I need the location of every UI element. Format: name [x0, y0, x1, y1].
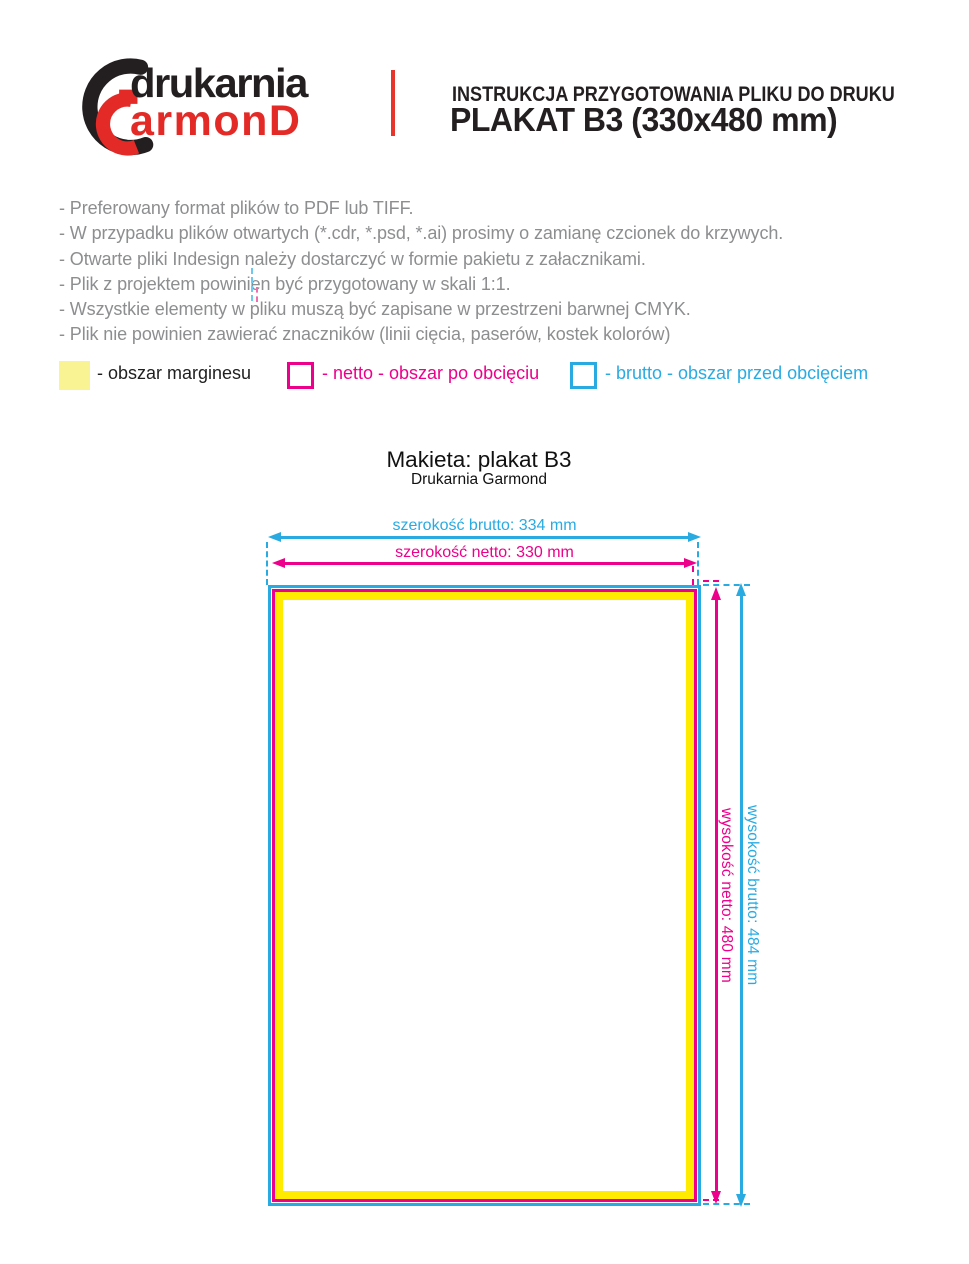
instruction-line: - Plik nie powinien zawierać znaczników (linii cięcia, paserów, kostek kolorów): [59, 324, 671, 345]
crop-mark-artifact-magenta: [256, 287, 258, 302]
guide-dashed-top-netto: [703, 580, 719, 582]
height-brutto-label: wysokość brutto: 484 mm: [744, 804, 761, 986]
legend-netto-swatch: [287, 362, 314, 389]
logo-text-garmond: armonD: [130, 97, 302, 145]
poster-netto-frame: [272, 589, 697, 1202]
poster-margin-frame: [275, 592, 694, 1199]
header-divider: [391, 70, 395, 136]
arrow-head-left-icon: [272, 558, 285, 568]
legend-brutto-label: - brutto - obszar przed obcięciem: [605, 363, 869, 383]
poster-brutto-frame: [268, 585, 701, 1206]
instructions-list: [59, 196, 939, 348]
document-title: PLAKAT B3 (330x480 mm): [450, 101, 838, 138]
instruction-line: - W przypadku plików otwartych (*.cdr, *.psd, *.ai) prosimy o zamianę czcionek do krzywych.: [59, 223, 784, 244]
instruction-line: - Plik z projektem powinien być przygotowany w skali 1:1.: [59, 273, 511, 294]
mockup-title: Makieta: plakat B3: [386, 447, 572, 472]
instruction-line: - Preferowany format plików to PDF lub TIFF.: [59, 198, 414, 218]
arrow-head-right-icon: [688, 532, 701, 542]
legend-margin-label: - obszar marginesu: [97, 363, 252, 383]
width-netto-label: szerokość netto: 330 mm: [395, 544, 574, 561]
crop-mark-artifact-cyan: [251, 268, 253, 301]
arrow-line: [283, 562, 686, 565]
poster-safe-area: [283, 600, 686, 1191]
width-brutto-label: szerokość brutto: 334 mm: [392, 517, 577, 534]
legend-netto-label: - netto - obszar po obcięciu: [322, 363, 540, 383]
guide-dashed-vertical-right-netto: [692, 566, 694, 585]
width-brutto-arrow: [268, 532, 701, 543]
mockup-subtitle: Drukarnia Garmond: [410, 471, 548, 488]
arrow-head-right-icon: [684, 558, 697, 568]
instruction-line: - Wszystkie elementy w pliku muszą być zapisane w przestrzeni barwnej CMYK.: [59, 299, 691, 320]
instruction-line: - Otwarte pliki Indesign należy dostarczyć w formie pakietu z załacznikami.: [59, 248, 646, 269]
document-subtitle: INSTRUKCJA PRZYGOTOWANIA PLIKU DO DRUKU: [452, 82, 895, 106]
guide-dashed-vertical-right-brutto: [697, 542, 699, 585]
legend-margin-swatch: [59, 361, 90, 390]
logo-text-drukarnia: drukarnia: [130, 60, 307, 106]
height-netto-label: wysokość netto: 480 mm: [718, 807, 735, 983]
guide-dashed-vertical-left: [266, 542, 268, 585]
width-netto-arrow: [272, 558, 697, 569]
arrow-head-left-icon: [268, 532, 281, 542]
arrow-line: [279, 536, 690, 539]
legend-brutto-swatch: [570, 362, 597, 389]
